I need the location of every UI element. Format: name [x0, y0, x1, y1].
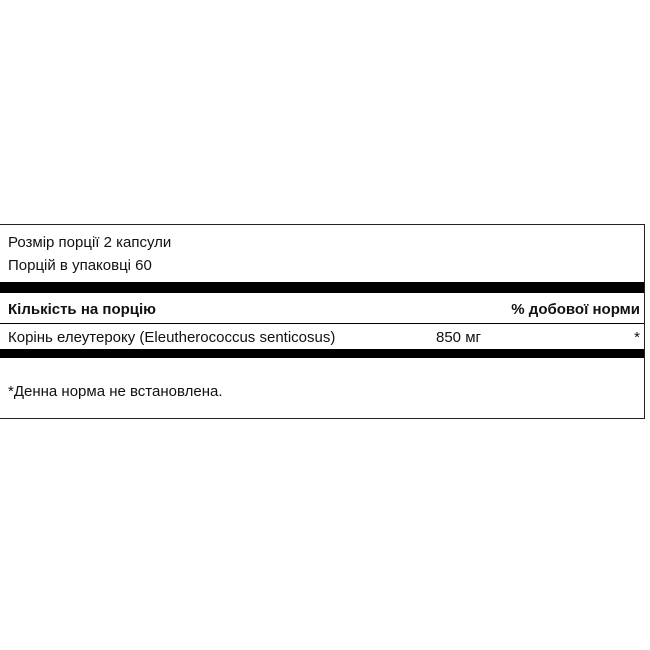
amount-per-serving-heading: Кількість на порцію	[8, 301, 156, 318]
ingredient-daily-value: *	[634, 329, 640, 346]
ingredient-row	[0, 329, 644, 349]
thick-divider-top	[0, 282, 644, 293]
thick-divider-bottom	[0, 349, 644, 358]
ingredient-amount: 850 мг	[436, 329, 481, 346]
thin-divider	[0, 323, 644, 324]
daily-value-heading: % добової норми	[511, 301, 640, 318]
supplement-facts-panel	[0, 224, 645, 419]
serving-size: Розмір порції 2 капсули	[8, 234, 172, 251]
servings-per-container: Порцій в упаковці 60	[8, 257, 152, 274]
facts-header-row	[0, 301, 644, 321]
footnote: *Денна норма не встановлена.	[8, 383, 223, 400]
ingredient-name: Корінь елеутероку (Eleutherococcus senticosus)	[8, 329, 336, 346]
